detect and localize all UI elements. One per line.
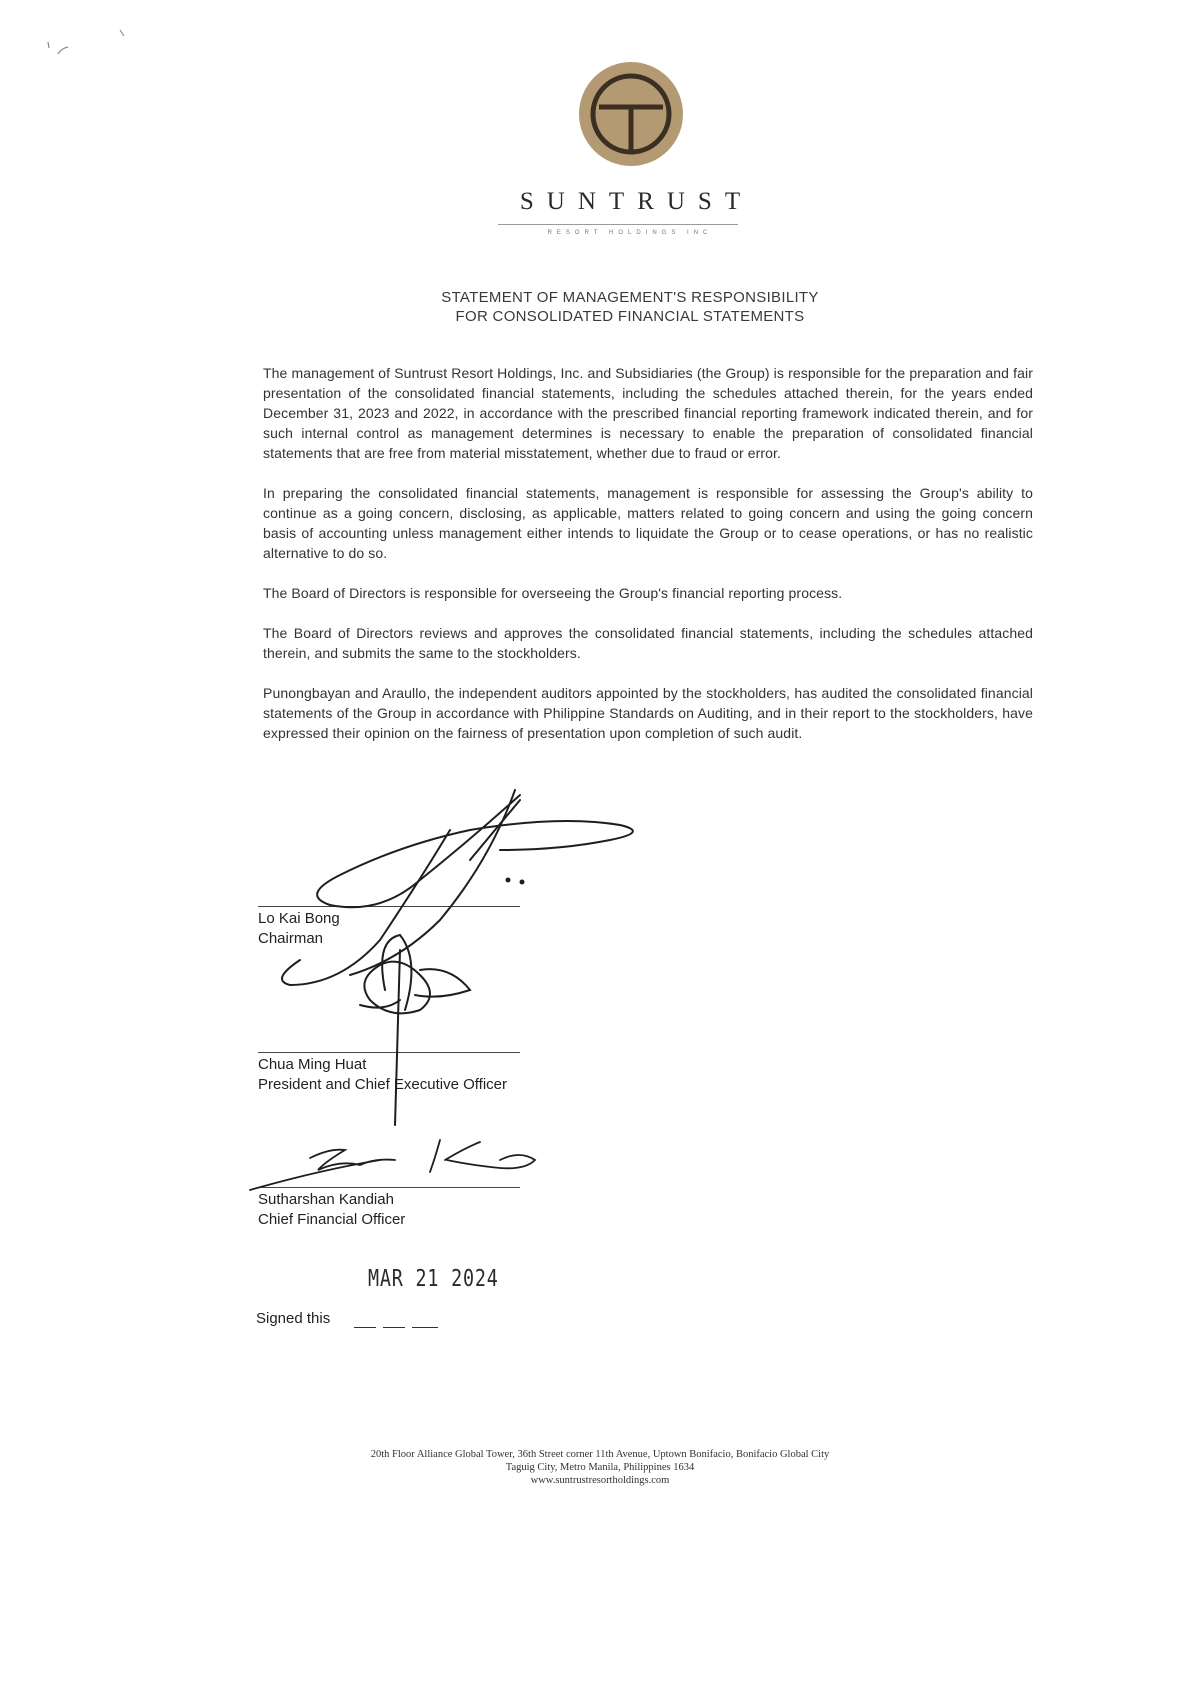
footer-line-2: Taguig City, Metro Manila, Philippines 1634 bbox=[505, 1462, 695, 1473]
paragraph-board-approval: The Board of Directors reviews and approves the consolidated financial statements, including the schedules attached therein, and submits the same to the stockholders. bbox=[263, 625, 1033, 661]
signatory-name-cfo: Sutharshan Kandiah bbox=[258, 1191, 394, 1208]
footer-website: www.suntrustresortholdings.com bbox=[530, 1475, 670, 1486]
signature-line-ceo bbox=[258, 1052, 520, 1053]
signatory-title-ceo: President and Chief Executive Officer bbox=[258, 1076, 508, 1093]
signature-chairman bbox=[282, 790, 633, 985]
body-text bbox=[263, 363, 1033, 763]
title-line-2: FOR CONSOLIDATED FINANCIAL STATEMENTS bbox=[455, 308, 805, 325]
signed-blank-day bbox=[354, 1327, 376, 1328]
signature-line-cfo bbox=[258, 1187, 520, 1188]
paragraph-going-concern: In preparing the consolidated financial statements, management is responsible for assessing the Group's ability to continue as a going concern, disclosing, as applicable, matters related to going concern and using the going concern basis of accounting unless management either intends to liquidate the Group or to cease operations, or has no realistic alternative to do so. bbox=[263, 485, 1033, 561]
brand-tagline: RESORT HOLDINGS INC bbox=[547, 230, 713, 236]
signatory-title-cfo: Chief Financial Officer bbox=[258, 1211, 406, 1228]
footer-line-1: 20th Floor Alliance Global Tower, 36th Street corner 11th Avenue, Uptown Bonifacio, Bonifacio Global City bbox=[370, 1449, 830, 1460]
signature-line-chairman bbox=[258, 906, 520, 907]
scan-marks bbox=[40, 28, 150, 68]
brand-divider bbox=[498, 224, 738, 225]
date-stamp: MAR 21 2024 bbox=[368, 1266, 499, 1292]
title-line-1: STATEMENT OF MANAGEMENT'S RESPONSIBILITY bbox=[441, 289, 819, 306]
signatory-name-chairman: Lo Kai Bong bbox=[258, 910, 340, 927]
footer-address bbox=[240, 1448, 960, 1487]
paragraph-responsibility: The management of Suntrust Resort Holdings, Inc. and Subsidiaries (the Group) is responsible for the preparation and fair presentation of the consolidated financial statements, including the schedules attached therein, for the years ended December 31, 2023 and 2022, in accordance with the prescribed financial reporting framework indicated therein, and for such internal control as management determines is necessary to enable the preparation of consolidated financial statements that are free from material misstatement, whether due to fraud or error. bbox=[263, 365, 1033, 461]
suntrust-logo-emblem bbox=[577, 60, 685, 168]
document-title bbox=[300, 288, 960, 326]
signed-blank-year bbox=[412, 1327, 438, 1328]
paragraph-auditors: Punongbayan and Araullo, the independent auditors appointed by the stockholders, has audited the consolidated financial statements of the Group in accordance with Philippine Standards on Auditing, and in their report to the stockholders, have expressed their opinion on the fairness of presentation upon completion of such audit. bbox=[263, 685, 1033, 741]
signatory-name-ceo: Chua Ming Huat bbox=[258, 1056, 367, 1073]
brand-name: SUNTRUST bbox=[519, 188, 754, 215]
signature-ceo bbox=[360, 935, 470, 1125]
signed-blank-month bbox=[383, 1327, 405, 1328]
signature-cfo bbox=[250, 1140, 535, 1190]
signed-this-label: Signed this bbox=[256, 1310, 331, 1327]
paragraph-board-oversight: The Board of Directors is responsible for overseeing the Group's financial reporting process. bbox=[263, 585, 843, 601]
signatory-title-chairman: Chairman bbox=[258, 930, 324, 947]
